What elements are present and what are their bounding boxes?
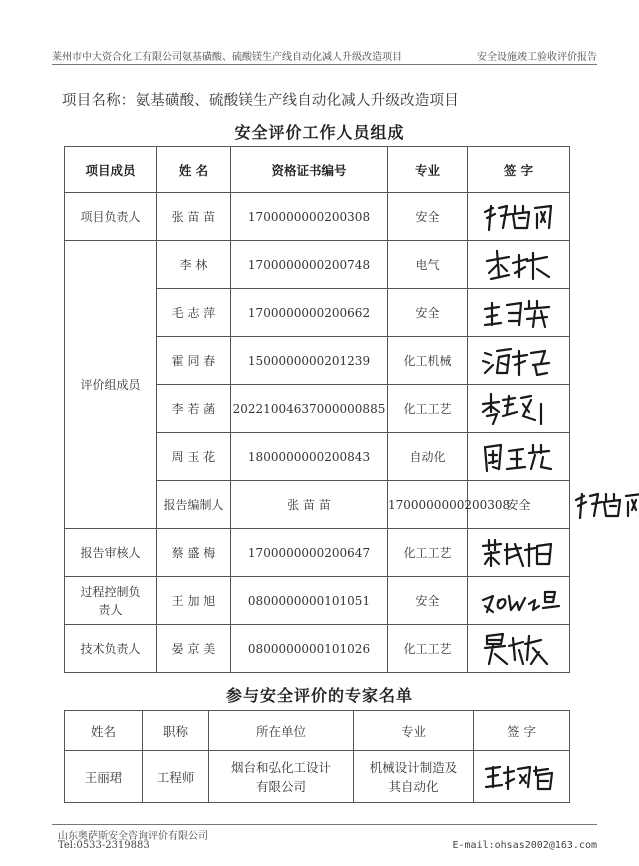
project-name: 氨基磺酸、硫酸镁生产线自动化减人升级改造项目 [135,93,459,109]
member-major: 化工工艺 [388,625,468,673]
member-role: 报告编制人 [157,481,231,529]
member-cert: 1700000000200647 [231,529,388,577]
member-signature [468,529,570,577]
handwritten-signature-icon [479,630,559,668]
member-signature [468,433,570,481]
staff-header-row [65,147,570,193]
member-major: 电气 [388,241,468,289]
member-role: 报告审核人 [65,529,157,577]
staff-table [64,146,570,673]
member-name: 李 若 菡 [157,385,231,433]
expert-table-title: 参与安全评价的专家名单 [225,686,413,705]
handwritten-signature-icon [477,586,561,616]
member-signature [468,289,570,337]
col-expert-major: 专业 [354,711,474,751]
member-major: 化工机械 [388,337,468,385]
member-role: 过程控制负责人 [65,577,157,625]
member-major: 安全 [388,193,468,241]
col-name: 姓 名 [157,147,231,193]
member-signature [468,337,570,385]
col-member: 项目成员 [65,147,157,193]
member-signature [468,385,570,433]
member-major: 安全 [388,289,468,337]
member-cert: 1700000000200308 [388,481,468,529]
member-role: 项目负责人 [65,193,157,241]
table-row [65,751,570,803]
col-major: 专业 [388,147,468,193]
expert-major: 机械设计制造及其自动化 [354,751,474,803]
member-name: 李 林 [157,241,231,289]
page-header [52,46,597,65]
handwritten-signature-icon [479,295,559,331]
member-cert: 0800000000101051 [231,577,388,625]
footer-company: 山东奥萨斯安全咨询评价有限公司 [58,831,208,842]
handwritten-signature-icon [479,439,559,475]
col-signature: 签 字 [468,147,570,193]
member-signature [468,577,570,625]
member-major: 安全 [388,577,468,625]
member-major: 化工工艺 [388,529,468,577]
table-row [65,577,570,625]
expert-unit: 烟台和弘化工设计有限公司 [209,751,354,803]
member-role: 评价组成员 [65,241,157,529]
col-expert-name: 姓名 [65,711,143,751]
table-row [65,241,570,289]
table-row [65,625,570,673]
expert-title: 工程师 [143,751,209,803]
handwritten-signature-icon [479,247,559,283]
col-cert: 资格证书编号 [231,147,388,193]
col-expert-signature: 签 字 [474,711,570,751]
project-label: 项目名称： [62,93,136,109]
handwritten-signature-icon [479,390,559,428]
col-expert-title: 职称 [143,711,209,751]
footer-tel: Tel:0533-2319883 [58,840,150,851]
member-cert: 0800000000101026 [231,625,388,673]
expert-signature [474,751,570,803]
member-cert: 1700000000200308 [231,193,388,241]
staff-table-title: 安全评价工作人员组成 [234,123,405,142]
project-name-line [62,89,459,110]
table-row [65,193,570,241]
member-name: 霍 同 春 [157,337,231,385]
member-name: 晏 京 美 [157,625,231,673]
footer-email: E-mail:ohsas2002@163.com [452,840,597,851]
header-right: 安全设施竣工验收评价报告 [477,52,597,63]
expert-name: 王丽珺 [65,751,143,803]
member-major: 自动化 [388,433,468,481]
member-signature [468,625,570,673]
member-cert: 1500000000201239 [231,337,388,385]
handwritten-signature-icon [482,761,562,793]
member-signature [468,193,570,241]
expert-table [64,710,570,803]
member-signature [468,241,570,289]
handwritten-signature-icon [479,343,559,379]
member-major: 化工工艺 [388,385,468,433]
member-role: 技术负责人 [65,625,157,673]
member-name: 周 玉 花 [157,433,231,481]
member-cert: 1800000000200843 [231,433,388,481]
member-name: 王 加 旭 [157,577,231,625]
member-name: 张 苗 苗 [157,193,231,241]
col-expert-unit: 所在单位 [209,711,354,751]
member-cert: 20221004637000000885 [231,385,388,433]
member-name: 蔡 盛 梅 [157,529,231,577]
member-major: 安全 [468,481,570,529]
handwritten-signature-icon [570,488,639,522]
page-footer [52,824,597,855]
member-cert: 1700000000200662 [231,289,388,337]
handwritten-signature-icon [479,200,559,234]
expert-header-row [65,711,570,751]
member-cert: 1700000000200748 [231,241,388,289]
table-row [65,529,570,577]
handwritten-signature-icon [479,536,559,570]
header-left: 莱州市中大资合化工有限公司氨基磺酸、硫酸镁生产线自动化减人升级改造项目 [52,52,402,63]
member-name: 张 苗 苗 [231,481,388,529]
member-name: 毛 志 萍 [157,289,231,337]
